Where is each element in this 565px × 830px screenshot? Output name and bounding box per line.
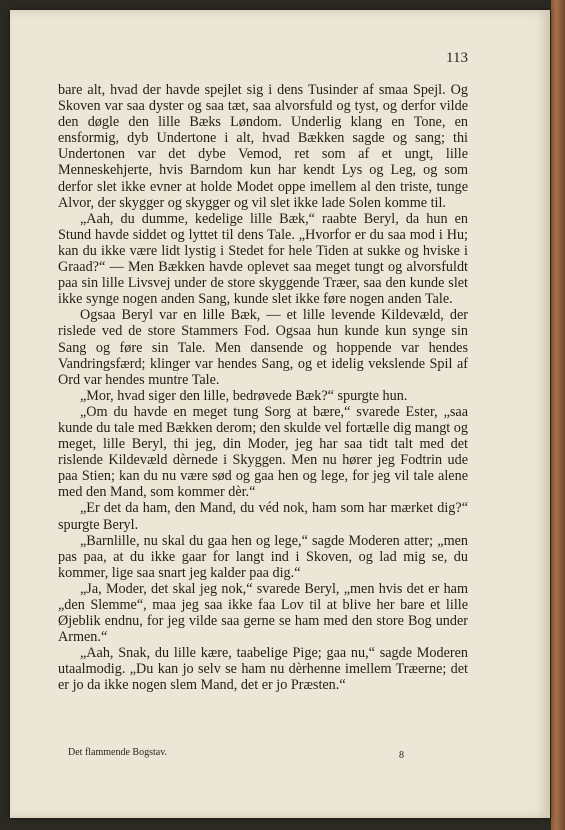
signature-mark: 8: [399, 750, 404, 761]
paragraph-4: „Mor, hvad siger den lille, bedrøvede Bæk?“ spurgte hun.: [80, 387, 408, 404]
book-page: [10, 10, 550, 818]
paragraph-2: „Aah, du dumme, kedelige lille Bæk,“ raabte Beryl, da hun en Stund havde siddet og lyttet til dens Tale. „Hvorfor er du saa mod i Hu; kan du ikke være lidt lystig i Stedet for hele Tiden at sukke og hviske i Graad?“ — Men Bækken havde oplevet saa meget tungt og alvorsfuldt paa sin lille Livsvej under de store skyggende Træer, saa den kunde slet ikke synge nogen anden Sang, kunde slet ikke føre nogen anden Tale.: [58, 210, 468, 308]
paragraph-3: Ogsaa Beryl var en lille Bæk, — et lille levende Kildevæld, der rislede ved de store Stammers Fod. Ogsaa hun kunde kun synge sin Sang og føre sin Tale. Men dansende og hoppende var hendes Vandringsfærd; klinger var hendes Sang, og et idelig vekslende Spil af Ord var hendes muntre Tale.: [58, 307, 468, 388]
book-title-footer: Det flammende Bogstav.: [68, 747, 168, 758]
paragraph-9: „Aah, Snak, du lille kære, taabelige Pige; gaa nu,“ sagde Moderen utaalmodig. „Du kan jo selv se ham nu dèrhenne imellem Træerne; det er jo da ikke nogen slem Mand, det er jo Præsten.“: [58, 645, 468, 694]
body-text: [58, 82, 468, 694]
paragraph-6: „Er det da ham, den Mand, du véd nok, ham som har mærket dig?“ spurgte Beryl.: [58, 500, 468, 533]
paragraph-5: „Om du havde en meget tung Sorg at bære,“ svarede Ester, „saa kunde du tale med Bækken derom; den skulde vel fortælle dig mangt og meget, lille Beryl, thi jeg, din Moder, jeg har saa tidt talt med det rislende Kildevæld dèrnede i Skyggen. Men nu hører jeg Fodtrin ude paa Stien; kan du nu være sød og gaa hen og lege, for jeg vil tale alene med den Mand, som kommer dèr.“: [58, 403, 468, 501]
paragraph-1: bare alt, hvad der havde spejlet sig i dens Tusinder af smaa Spejl. Og Skoven var saa dyster og saa tæt, saa alvorsfuld og tyst, og derfor vilde den døgle den lille Bæks Løndom. Underlig klang en Tone, en ensformig, dyb Undertone i alt, hvad Bækken sagde og sang; thi Undertonen var det dybe Vemod, ret som af et ungt, lille Menneskehjerte, hvis Barndom kun har kendt Lys og Leg, og som derfor slet ikke evner at holde Modet oppe imellem al den triste, tunge Alvor, der skygger og skygger og vil slet ikke lade Solen komme til.: [58, 82, 468, 211]
page-number: 113: [446, 50, 468, 66]
paragraph-7: „Barnlille, nu skal du gaa hen og lege,“ sagde Moderen atter; „men pas paa, at du ikke gaar for langt ind i Skoven, og lad mig se, du kommer, lige saa snart jeg kalder paa dig.“: [58, 532, 468, 581]
paragraph-8: „Ja, Moder, det skal jeg nok,“ svarede Beryl, „men hvis det er ham „den Slemme“, maa jeg saa ikke faa Lov til at blive her bare et lille Øjeblik endnu, for jeg vilde saa gerne se ham med den store Bog under Armen.“: [58, 580, 468, 646]
book-binding-edge: [551, 0, 565, 830]
